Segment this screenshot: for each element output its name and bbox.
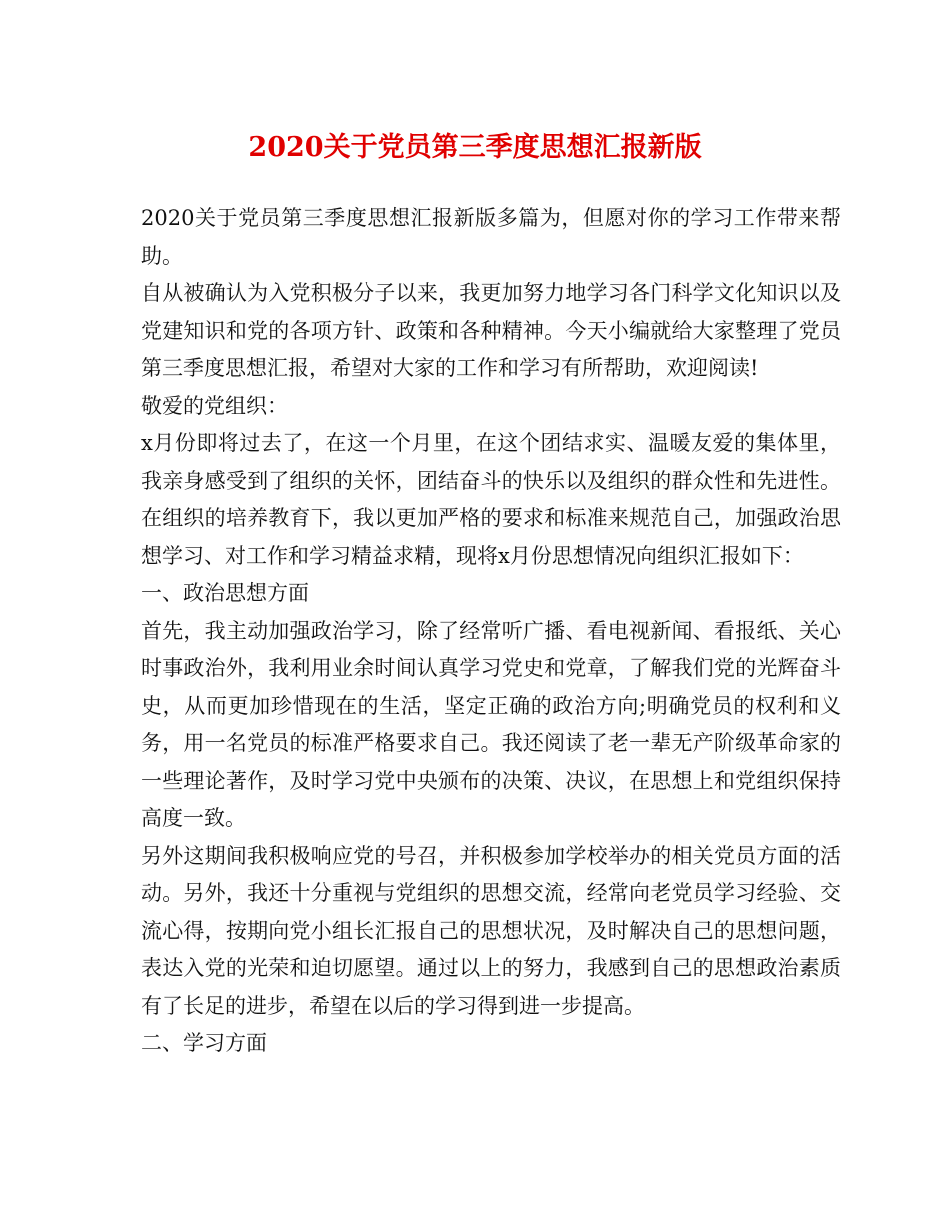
document-title: 2020关于党员第三季度思想汇报新版 (248, 132, 702, 163)
political-paragraph-2: 另外这期间我积极响应党的号召，并积极参加学校举办的相关党员方面的活动。另外，我还十分重视与党组织的思想交流，经常向老党员学习经验、交流心得，按期向党小组长汇报自己的思想状况，及时解决自己的思想问题，表达入党的光荣和迫切愿望。通过以上的努力，我感到自己的思想政治素质有了长足的进步，希望在以后的学习得到进一步提高。 (141, 843, 841, 1018)
section-heading-study: 二、学习方面 (141, 1031, 267, 1055)
summary-paragraph: x月份即将过去了，在这一个月里，在这个团结求实、温暖友爱的集体里，我亲身感受到了组织的关怀，团结奋斗的快乐以及组织的群众性和先进性。在组织的培养教育下，我以更加严格的要求和标准来规范自己，加强政治思想学习、对工作和学习精益求精，现将x月份思想情况向组织汇报如下： (141, 431, 841, 568)
salutation: 敬爱的党组织： (141, 393, 288, 418)
document-body (141, 200, 841, 1063)
political-paragraph-1: 首先，我主动加强政治学习，除了经常听广播、看电视新闻、看报纸、关心时事政治外，我利用业余时间认真学习党史和党章，了解我们党的光辉奋斗史，从而更加珍惜现在的生活，坚定正确的政治方向;明确党员的权利和义务，用一名党员的标准严格要求自己。我还阅读了老一辈无产阶级革命家的一些理论著作，及时学习党中央颁布的决策、决议，在思想上和党组织保持高度一致。 (141, 618, 841, 830)
background-paragraph: 自从被确认为入党积极分子以来，我更加努力地学习各门科学文化知识以及党建知识和党的各项方针、政策和各种精神。今天小编就给大家整理了党员第三季度思想汇报，希望对大家的工作和学习有所帮助，欢迎阅读! (141, 281, 841, 380)
section-heading-political: 一、政治思想方面 (141, 581, 309, 605)
intro-paragraph: 2020关于党员第三季度思想汇报新版多篇为，但愿对你的学习工作带来帮助。 (141, 206, 841, 268)
